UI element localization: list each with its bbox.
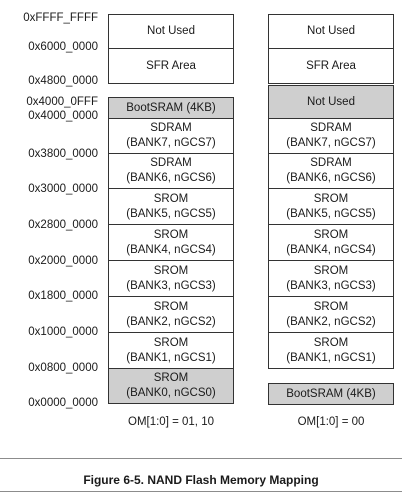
block-label: Not Used [307,25,355,37]
block-label: SROM [313,264,349,277]
block-sublabel: (BANK1, nGCS1) [286,351,376,364]
block-sublabel: (BANK3, nGCS3) [286,279,376,292]
memory-block [108,260,234,297]
block-sublabel: (BANK3, nGCS3) [126,279,216,292]
block-label: SROM [153,228,189,241]
block-label: SROM [313,192,349,205]
block-label: SFR Area [146,59,196,72]
memory-block [108,332,234,369]
block-label: SDRAM [150,157,192,169]
block-sublabel: (BANK1, nGCS1) [126,351,216,364]
block-label: SROM [153,372,189,384]
memory-block [268,296,394,333]
memory-block [108,296,234,333]
block-label: SDRAM [310,157,352,169]
address-label: 0x0000_0000 [28,397,98,409]
block-sublabel: (BANK2, nGCS2) [126,315,216,328]
address-label: 0x0800_0000 [28,362,98,374]
memory-block-shaded [108,368,234,404]
address-label: 0x2000_0000 [28,255,98,267]
memory-block [268,224,394,261]
block-sublabel: (BANK4, nGCS4) [126,243,216,256]
address-label: 0x2800_0000 [28,219,98,231]
address-label: 0x6000_0000 [28,41,98,53]
memory-block [268,14,394,49]
address-label: 0x4800_0000 [28,75,98,87]
block-label: Not Used [307,95,355,108]
block-sublabel: (BANK0, nGCS0) [126,387,216,399]
address-label: 0x1000_0000 [28,326,98,338]
memory-block [268,260,394,297]
block-label: Not Used [147,25,195,37]
memory-block [108,153,234,189]
block-sublabel: (BANK5, nGCS5) [126,207,216,220]
memory-block [108,14,234,49]
memory-block [108,224,234,261]
address-label: 0x3000_0000 [28,183,98,195]
block-sublabel: (BANK6, nGCS6) [126,172,216,184]
memory-block [268,118,394,154]
divider-bottom [0,491,402,492]
block-sublabel: (BANK2, nGCS2) [286,315,376,328]
block-label: SROM [313,336,349,349]
block-sublabel: (BANK6, nGCS6) [286,172,376,184]
block-label: SROM [153,192,189,205]
block-sublabel: (BANK5, nGCS5) [286,207,376,220]
block-sublabel: (BANK7, nGCS7) [126,137,216,149]
memory-block [108,118,234,154]
block-label: SROM [313,228,349,241]
block-sublabel: (BANK7, nGCS7) [286,137,376,149]
block-label: SDRAM [310,122,352,134]
address-label: 0x4000_0FFF [26,96,98,108]
memory-block-shaded [268,85,394,119]
memory-block-shaded [108,97,234,119]
memory-block [268,188,394,225]
block-label: SDRAM [150,122,192,134]
figure-caption: Figure 6-5. NAND Flash Memory Mapping [83,473,319,487]
block-sublabel: (BANK4, nGCS4) [286,243,376,256]
block-label: SROM [153,336,189,349]
memory-block [108,48,234,84]
block-label: SROM [153,264,189,277]
memory-map-left [108,0,234,440]
memory-block [268,332,394,369]
block-label: SFR Area [306,59,356,72]
address-label: 0xFFFF_FFFF [23,12,98,24]
memory-block [268,153,394,189]
address-label: 0x4000_0000 [28,110,98,122]
memory-block [268,48,394,84]
block-label: SROM [313,300,349,313]
map-caption-left: OM[1:0] = 01, 10 [128,416,214,428]
block-label: BootSRAM (4KB) [126,101,216,114]
address-label: 0x3800_0000 [28,148,98,160]
block-label: BootSRAM (4KB) [286,387,376,400]
map-caption-right: OM[1:0] = 00 [297,416,365,428]
memory-block-shaded [268,383,394,405]
block-label: SROM [153,300,189,313]
memory-map-right [268,0,394,440]
address-label: 0x1800_0000 [28,290,98,302]
memory-block [108,188,234,225]
divider-top [0,458,402,459]
